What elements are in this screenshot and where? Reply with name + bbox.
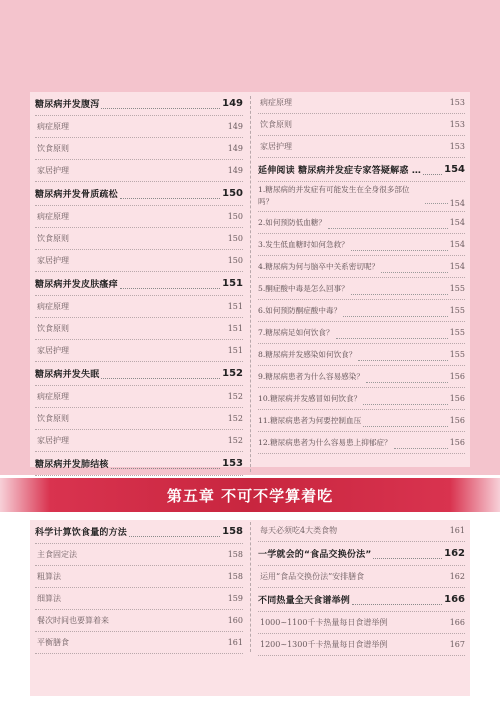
- toc-page-number: 156: [449, 372, 465, 381]
- toc-dot-leader: [71, 422, 226, 423]
- toc-panel-top: [30, 92, 470, 470]
- toc-page-number: 152: [227, 392, 243, 401]
- toc-page-number: 154: [444, 164, 465, 175]
- toc-page-number: 161: [449, 526, 465, 535]
- toc-page-number: 151: [222, 278, 243, 289]
- toc-entry-title: 10.糖尿病并发感冒如何饮食？: [258, 394, 362, 403]
- toc-dot-leader: [343, 315, 448, 317]
- toc-entry-title: 主食固定法: [37, 550, 77, 559]
- toc-page-number: 150: [227, 234, 243, 243]
- toc-entry[interactable]: [258, 234, 465, 256]
- toc-entry[interactable]: [258, 366, 465, 388]
- toc-dot-leader: [120, 197, 220, 199]
- toc-dot-leader: [366, 580, 448, 581]
- toc-entry[interactable]: [35, 588, 243, 610]
- toc-entry[interactable]: [35, 430, 243, 452]
- toc-page-number: 152: [227, 436, 243, 445]
- toc-entry[interactable]: [258, 432, 465, 454]
- toc-page-number: 156: [449, 438, 465, 447]
- toc-page-number: 159: [227, 594, 243, 603]
- toc-dot-leader: [111, 467, 221, 469]
- toc-dot-leader: [294, 128, 448, 129]
- toc-dot-leader: [71, 242, 226, 243]
- toc-column-right: [258, 520, 465, 656]
- toc-dot-leader: [425, 202, 448, 204]
- toc-dot-leader: [71, 174, 226, 175]
- toc-heading-entry[interactable]: [35, 182, 243, 206]
- toc-heading-entry[interactable]: [258, 158, 465, 182]
- toc-entry-title: 饮食原则: [37, 324, 69, 333]
- toc-page-number: 149: [227, 144, 243, 153]
- toc-page-number: 150: [227, 256, 243, 265]
- toc-column-left: [35, 520, 243, 654]
- toc-entry-title: 5.酮症酸中毒是怎么回事？: [258, 284, 349, 293]
- toc-entry-title: 6.如何预防酮症酸中毒？: [258, 306, 342, 315]
- toc-column-right: [258, 92, 465, 454]
- toc-entry[interactable]: [35, 386, 243, 408]
- toc-page-number: 154: [449, 199, 465, 208]
- toc-page-number: 155: [449, 284, 465, 293]
- toc-entry[interactable]: [258, 278, 465, 300]
- toc-page-number: 162: [444, 548, 465, 559]
- toc-entry[interactable]: [35, 566, 243, 588]
- toc-page-number: 161: [227, 638, 243, 647]
- toc-entry-title: 每天必须吃4大类食物: [260, 526, 338, 535]
- toc-entry-title: 平衡膳食: [37, 638, 69, 647]
- toc-entry-title: 9.糖尿病患者为什么容易感染？: [258, 372, 364, 381]
- toc-entry-title: 1000~1100千卡热量每日食谱举例: [260, 618, 388, 627]
- toc-entry[interactable]: [35, 340, 243, 362]
- toc-dot-leader: [358, 359, 447, 361]
- toc-page-number: 166: [449, 618, 465, 627]
- toc-entry-title: 病症原理: [37, 122, 69, 131]
- toc-entry[interactable]: [258, 566, 465, 588]
- toc-entry-title: 细算法: [37, 594, 61, 603]
- toc-entry-title: 11.糖尿病患者为何要控制血压: [258, 416, 362, 425]
- toc-entry-title: 糖尿病并发骨质疏松: [35, 190, 118, 200]
- toc-dot-leader: [71, 646, 226, 647]
- toc-dot-leader: [423, 173, 442, 175]
- toc-entry[interactable]: [35, 318, 243, 340]
- toc-entry[interactable]: [35, 160, 243, 182]
- toc-entry[interactable]: [258, 520, 465, 542]
- toc-entry[interactable]: [258, 410, 465, 432]
- toc-entry[interactable]: [258, 136, 465, 158]
- toc-entry[interactable]: [35, 116, 243, 138]
- toc-entry-title: 糖尿病并发腹泻: [35, 100, 100, 110]
- toc-page-number: 156: [449, 394, 465, 403]
- toc-dot-leader: [71, 152, 226, 153]
- toc-dot-leader: [328, 227, 448, 229]
- toc-entry[interactable]: [35, 632, 243, 654]
- toc-entry[interactable]: [35, 544, 243, 566]
- toc-entry-title: 糖尿病并发失眠: [35, 370, 100, 380]
- toc-entry-title: 8.糖尿病并发感染如何饮食？: [258, 350, 357, 359]
- toc-page-number: 149: [227, 166, 243, 175]
- toc-entry-title: 2.如何预防低血糖？: [258, 218, 326, 227]
- toc-page-number: 167: [449, 640, 465, 649]
- toc-dot-leader: [129, 535, 220, 537]
- toc-page-number: 153: [449, 98, 465, 107]
- toc-entry[interactable]: [35, 296, 243, 318]
- toc-entry-title: 家居护理: [37, 346, 69, 355]
- toc-dot-leader: [389, 648, 447, 649]
- toc-page-number: 156: [449, 416, 465, 425]
- toc-heading-entry[interactable]: [35, 362, 243, 386]
- toc-entry-title: 病症原理: [37, 302, 69, 311]
- toc-entry-title: 不同热量全天食谱举例: [258, 596, 351, 606]
- toc-page-number: 158: [227, 572, 243, 581]
- toc-dot-leader: [394, 447, 448, 449]
- toc-dot-leader: [351, 249, 448, 251]
- toc-dot-leader: [71, 332, 226, 333]
- toc-entry-title: 饮食原则: [37, 414, 69, 423]
- toc-entry-title: 3.发生低血糖时如何急救？: [258, 240, 349, 249]
- toc-entry-title: 1200~1300千卡热量每日食谱举例: [260, 640, 388, 649]
- toc-dot-leader: [294, 106, 448, 107]
- chapter-title: 第五章 不可不学算着吃: [166, 486, 334, 505]
- toc-page-number: 166: [444, 594, 465, 605]
- toc-entry-title: 饮食原则: [37, 234, 69, 243]
- toc-page-number: 152: [227, 414, 243, 423]
- toc-entry-title: 饮食原则: [37, 144, 69, 153]
- toc-page-number: 152: [222, 368, 243, 379]
- toc-heading-entry[interactable]: [35, 92, 243, 116]
- toc-page-number: 158: [222, 526, 243, 537]
- toc-entry-title: 7.糖尿病足如何饮食？: [258, 328, 334, 337]
- toc-page-number: 149: [227, 122, 243, 131]
- toc-dot-leader: [294, 150, 448, 151]
- toc-entry[interactable]: [35, 610, 243, 632]
- toc-entry[interactable]: [35, 206, 243, 228]
- toc-page-number: 155: [449, 306, 465, 315]
- toc-page-number: 151: [227, 346, 243, 355]
- chapter-banner: [0, 478, 500, 512]
- toc-entry-title: 4.糖尿病为何与脑卒中关系密切呢？: [258, 262, 380, 271]
- toc-entry[interactable]: [258, 114, 465, 136]
- toc-dot-leader: [71, 264, 226, 265]
- toc-page-number: 154: [449, 262, 465, 271]
- toc-entry[interactable]: [35, 408, 243, 430]
- toc-entry[interactable]: [35, 250, 243, 272]
- toc-entry-title: 家居护理: [37, 166, 69, 175]
- toc-entry-title: 餐次时间也要算着来: [37, 616, 109, 625]
- toc-dot-leader: [363, 425, 448, 427]
- toc-entry-title: 家居护理: [37, 436, 69, 445]
- toc-page-number: 154: [449, 240, 465, 249]
- toc-entry-title: 科学计算饮食量的方法: [35, 528, 128, 538]
- toc-dot-leader: [71, 400, 226, 401]
- toc-page-number: 158: [227, 550, 243, 559]
- toc-entry[interactable]: [258, 612, 465, 634]
- toc-dot-leader: [71, 310, 226, 311]
- toc-dot-leader: [111, 624, 226, 625]
- toc-page-number: 153: [222, 458, 243, 469]
- toc-panel-bottom: [30, 520, 470, 696]
- toc-entry-title: 病症原理: [260, 98, 292, 107]
- toc-heading-entry[interactable]: [258, 588, 465, 612]
- toc-dot-leader: [63, 580, 226, 581]
- toc-entry-title: 家居护理: [260, 142, 292, 151]
- toc-entry[interactable]: [35, 228, 243, 250]
- toc-dot-leader: [63, 602, 226, 603]
- toc-dot-leader: [71, 354, 226, 355]
- toc-entry-title: 12.糖尿病患者为什么容易患上抑郁症？: [258, 438, 392, 447]
- toc-entry[interactable]: [258, 92, 465, 114]
- toc-entry-title: 家居护理: [37, 256, 69, 265]
- toc-dot-leader: [381, 271, 448, 273]
- toc-dot-leader: [351, 293, 448, 295]
- toc-entry-title: 病症原理: [37, 392, 69, 401]
- toc-entry[interactable]: [258, 344, 465, 366]
- toc-dot-leader: [366, 381, 448, 383]
- toc-dot-leader: [389, 626, 447, 627]
- toc-page-number: 151: [227, 302, 243, 311]
- toc-dot-leader: [71, 220, 226, 221]
- toc-entry[interactable]: [258, 182, 465, 212]
- toc-page-number: 149: [222, 98, 243, 109]
- toc-entry[interactable]: [258, 300, 465, 322]
- toc-dot-leader: [373, 557, 442, 559]
- toc-page-number: 155: [449, 350, 465, 359]
- toc-entry[interactable]: [258, 212, 465, 234]
- toc-page-number: 155: [449, 328, 465, 337]
- toc-page-number: 153: [449, 120, 465, 129]
- toc-entry-title: 病症原理: [37, 212, 69, 221]
- toc-dot-leader: [101, 107, 220, 109]
- toc-entry[interactable]: [258, 634, 465, 656]
- toc-entry[interactable]: [35, 138, 243, 160]
- toc-dot-leader: [339, 534, 448, 535]
- toc-heading-entry[interactable]: [35, 520, 243, 544]
- toc-heading-entry[interactable]: [35, 452, 243, 476]
- toc-dot-leader: [363, 403, 448, 405]
- toc-column-left: [35, 92, 243, 476]
- toc-dot-leader: [101, 377, 220, 379]
- toc-entry[interactable]: [258, 256, 465, 278]
- toc-entry[interactable]: [258, 388, 465, 410]
- toc-heading-entry[interactable]: [35, 272, 243, 296]
- toc-page-number: 154: [449, 218, 465, 227]
- toc-page-number: 160: [227, 616, 243, 625]
- toc-dot-leader: [336, 337, 448, 339]
- toc-entry-title: 糖尿病并发皮肤瘙痒: [35, 280, 118, 290]
- toc-dot-leader: [352, 603, 442, 605]
- toc-entry[interactable]: [258, 322, 465, 344]
- toc-page-number: 150: [222, 188, 243, 199]
- toc-page-number: 153: [449, 142, 465, 151]
- toc-entry-title: 粗算法: [37, 572, 61, 581]
- toc-dot-leader: [120, 287, 220, 289]
- toc-page-number: 162: [449, 572, 465, 581]
- toc-entry-title: 一学就会的“食品交换份法”: [258, 550, 372, 560]
- toc-dot-leader: [79, 558, 226, 559]
- toc-entry-title: 饮食原则: [260, 120, 292, 129]
- toc-entry-title: 糖尿病并发肺结核: [35, 460, 109, 470]
- toc-dot-leader: [71, 130, 226, 131]
- toc-entry-title: 1.糖尿病的并发症有可能发生在全身很多部位吗？: [258, 185, 410, 206]
- toc-heading-entry[interactable]: [258, 542, 465, 566]
- toc-page-number: 150: [227, 212, 243, 221]
- toc-dot-leader: [71, 444, 226, 445]
- toc-entry-title: 延伸阅读 糖尿病并发症专家答疑解惑 …: [258, 166, 422, 176]
- toc-page-number: 151: [227, 324, 243, 333]
- toc-entry-title: 运用“食品交换份法”安排膳食: [260, 572, 365, 581]
